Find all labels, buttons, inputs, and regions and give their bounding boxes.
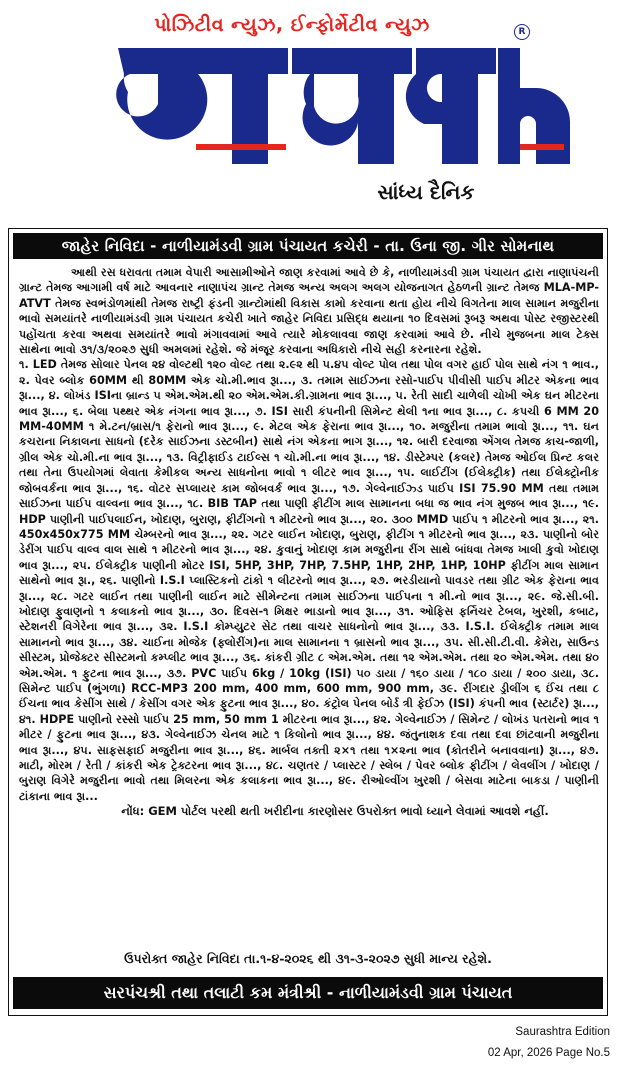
notice-validity: ઉપરોક્ત જાહેર નિવિદા તા.૧-૪-૨૦૨૬ થી ૩૧-૩-૨૦૨૭ સુધી માન્ય રહેશે. (124, 951, 492, 966)
edition-name: Saurashtra Edition (515, 1026, 610, 1038)
notice-title: જાહેર નિવિદા - નાળીયામંડવી ગ્રામ પંચાયત કચેરી - તા. ઉના જી. ગીર સોમનાથ (13, 233, 603, 259)
masthead (0, 0, 618, 225)
notice-items: ૧. LED તેમજ સોલાર પેનલ ૨૪ વોલ્ટથી ૧૨૦ વોલ્ટ તથા ૨.૯૨ થી ૫.૪૫ વોલ્ટ પોલ તથા પોલ વગર હાઈ પોલ સાથે નંગ ૧ ભાવ., ૨. પેવર બ્લોક 60MM થી 80MM એક ચો.મી.ભાવ રૂા..., ૩. તમામ સાઈઝના રસો-પાઈપ પીવીસી પાઈપ મીટર એકના ભાવ રૂા..., ૪. લોખંડ ISIના બ્રાન્ડ ૫ એમ.એમ.થી ૨૦ એમ.એમ.કી.ગ્રામના ભાવ રૂા..., ૫. રેતી સાદી ચાળેલી ચોખી એક ઘન મીટરના ભાવ રૂા..., ૬. બેલા પથ્થર એક નંગના ભાવ રૂા..., ૭. ISI સારી કંપનીની સિમેન્ટ થેલી ૧ના ભાવ રૂા..., ૮. કપચી 6 MM 20 MM-40MM ૧ મે.ટન/બ્રાસ/૧ ફેરાનો ભાવ રૂા..., ૯. મેટલ એક ફેરાના ભાવ રૂા..., ૧૦. મજુરીના તમામ ભાવો રૂા..., ૧૧. ઘન કચરાના નિકાલના સાધનો (દરેક સાઈઝના ડસ્ટબીન) સાથે નંગ એકના ભાગ રૂા..., ૧૨. બારી દરવાજા એંગલ તેમજ કાચ-જાળી, ગ્રીલ એક ચો.મી.ના ભાવ રૂા..., ૧૩. વિટ્રીફાઈડ ટાઈલ્સ ૧ ચો.મી.ના ભાવ રૂા..., ૧૪. ડીસ્ટેમ્પર (કલર) તેમજ ઓઈલ પ્રિન્ટ કલર તથા તેના ઉપયોગમાં લેવાતા કેમીકલ અન્ય સાધનોના ભાવો ૧ લીટર ભાવ રૂા..., ૧૫. લાઈટીંગ (ઈલેક્ટ્રીક) તથા ઈલેક્ટ્રોનીક જોબવર્કના ભાવ રૂા..., ૧૬. વોટર સપ્લાયર કામ જોબવર્ક ભાવ રૂા..., ૧૭. ગેલ્વેનાઈઝ્ડ પાઈપ ISI 75.90 MM તથા તમામ સાઈઝના પાઈપ વાલ્વના ભાવ રૂા..., ૧૮. BIB TAP તથા પાણી ફીટીંગ માલ સામાનના બધા જ ભાવ નંગ મુજબ ભાવ રૂા..., ૧૯. HDP પાણીની પાઈપલાઈન, ખોદાણ, બુરાણ, ફીટીંગનો ૧ મીટરનો ભાવ રૂા..., ૨૦. ૩૦૦ MMD પાઈપ ૧ મીટરનો ભાવ રૂા..., ૨૧. 450x450x775 MM ચેમ્બરનો ભાવ રૂા..., ૨૨. ગટર લાઈન ખોદાણ, બુરાણ, ફીટીંગ ૧ મીટરનો ભાવ રૂા..., ૨૩. પાણીનો બોર ડેરીંગ પાઈપ વાલ્વ વાલ સાથે ૧ મીટરનો ભાવ રૂા..., ૨૪. કુવાનું ખોદાણ કામ મજુરીના રીંગ સાથે બાંધવા તેમજ ખાલી કુવો ખોદાણ ભાવ રૂા..., ૨૫. ઈલેક્ટ્રીક પાણીની મોટર ISI, 5HP, 3HP, 7HP, 7.5HP, 1HP, 2HP, 1HP, 10HP ફીટીંગ માલ સામાન સાથેનો ભાવ રૂા., ૨૬. પાણીનો I.S.I પ્લાસ્ટિકનો ટાંકો ૧ લીટરનો ભાવ રૂા..., ૨૭. ભરડીયાનો પાવડર તથા ગ્રીટ એક ફેરાના ભાવ રૂા..., ૨૮. ગટર લાઈન તથા પાણીની લાઈન માટે સીમેન્ટના તમામ સાઈઝના પાઈપના ૧ મી.નો ભાવ રૂા..., ૨૯. જે.સી.બી. ખોદાણ ફુવાણનો ૧ કલાકનો ભાવ રૂા..., ૩૦. દિવસ-૧ મિક્ષર ભાડાનો ભાવ રૂા..., ૩૧. ઓફિસ ફર્નિચર ટેબલ, ખુરશી, કબાટ, સ્ટેશનરી વિગેરેના ભાવ રૂા..., ૩૨. I.S.I કોમ્પ્યુટર સેટ તથા વાચર સાધનોનો ભાવ રૂા..., ૩૩. I.S.I. ઈલેક્ટ્રીક તમામ માલ સામાનનો ભાવ રૂા..., ૩૪. ચાઈના મોજેક (ફ્લોરીંગ)ના માલ સામાનના ૧ બ્રાસનો ભાવ રૂા..., ૩૫. સી.સી.ટી.વી. કેમેરા, સાઉન્ડ સીસ્ટમ, પ્રોજેક્ટર સીસ્ટમનો કમ્પ્લીટ ભાવ રૂા..., ૩૬. કાંકરી ગ્રીટ ૮ એમ.એમ. તથા ૧૨ એમ.એમ. તથા ૨૦ એમ.એમ. તથા ૪૦ એમ.એમ. ૧ ફુટના ભાવ રૂા..., ૩૭. PVC પાઈપ 6kg / 10kg (ISI) ૫૦ ડાયા / ૧૬૦ ડાયા / ૧૮૦ ડાયા / ૨૦૦ ડાયા, ૩૮. સિમેન્ટ પાઈપ (ભુંગળા) RCC-MP3 200 mm, 400 mm, 600 mm, 900 mm, ૩૯. રીંગદાર ડ્રીલીંગ ૬ ઈંચ તથા ૮ ઈંચના ભાવ કેસીંગ સાથે / કેસીંગ વગર એક ફુટના ભાવ રૂા..., ૪૦. કંટ્રોલ પેનલ બોર્ડ ત્રી ફેઈઝ (ISI) કંપની ભાવ (સ્ટાર્ટર) રૂા..., ૪૧. HDPE પાણીનો રસ્સો પાઈપ 25 mm, 50 mm 1 મીટરના ભાવ રૂા..., ૪૨. ગેલ્વેનાઈઝ / સિમેન્ટ / લોખંડ પતરાનો ભાવ ૧ મીટર / ફુટના ભાવ રૂા..., ૪૩. ગેલ્વેનાઈઝ ચેનલ માટે ૧ કિલોનો ભાવ રૂા..., ૪૪. જંતુનાશક દવા તથા દવા છાંટવાની મજુરીના ભાવ રૂા..., ૪૫. સાફસફાઈ મજુરીના ભાવ રૂા..., ૪૬. માર્બલ તક્તી ૨×૧ તથા ૧×૨ના ભાવ (કોતરીને બનાવવાના) રૂા..., ૪૭. માટી, મોરમ / રેતી / કાંકરી એક ટ્રેક્ટરના ભાવ રૂા..., ૪૮. ચણતર / પ્લાસ્ટર / સ્લેબ / પેવર બ્લોક ફીટીંગ / લેવલીંગ / ખોદાણ / બુરાણ વિગેરે મજુરીના ભાવો તથા મિલરના એક કલાકના ભાવ રૂા..., ૪૯. રીઓલ્વીંગ ખુરશી / બેસવા માટેના બાકડા / પાણીની ટાંકાના ભાવ રૂા... (19, 358, 599, 803)
edition-date-page: 02 Apr, 2026 Page No.5 (487, 1047, 610, 1059)
tagline: પોઝિટીવ ન્યુઝ, ઈન્ફોર્મેટીવ ન્યુઝ (154, 14, 430, 36)
registered-trademark-icon: R (514, 24, 530, 40)
notice-intro: આથી રસ ધરાવતા તમામ વેપારી આસામીઓને જાણ કરવામાં આવે છે કે, નાળીયામંડવી ગ્રામ પંચાયત દ્વારા નાણાપંચની ગ્રાન્ટ તેમજ આગામી વર્ષ માટે આવનાર નાણાપંચ ગ્રાન્ટ તેમજ અન્ય અલગ અલગ યોજનાગત હેઠળની ગ્રાન્ટ તેમજ MLA-MP-ATVT તેમજ સ્વભંડોળમાંથી તેમજ રાષ્ટ્રી ફંડની ગ્રાન્ટોમાંથી વિકાસ કામો કરવાના થતા હોય નીચે વિગતેના માલ સામાન મજુરીના ભાવો સમયાંતરે નાળીયામંડવી ગ્રામ પંચાયત કચેરી ખાતે જાહેર નિવિદા પ્રસિદ્ધ થયાના ૧૦ દિવસમાં રૂબરૂ અથવા પોસ્ટ રજીસ્ટરથી પહોંચતા કરવા અથવા સમયાંતરે ભાવો મંગાવવામાં આવે ત્યારે મોકલાવવા જાણ કરવામાં આવે છે. નીચે મુજબના માલ ટેક્સ સાથેના ભાવો ૩૧/૩/૨૦૨૭ સુધી અમલમાં રહેશે. જે મંજૂર કરવાના અધિકારો નીચે સહી કરનારના રહેશે. (19, 266, 599, 357)
abtak-logo (0, 40, 618, 180)
notice-signature: સરપંચશ્રી તથા તલાટી કમ મંત્રીશ્રી - નાળીયામંડવી ગ્રામ પંચાયત (13, 977, 603, 1009)
notice-note: નોંધ: GEM પોર્ટલ પરથી થતી ખરીદીના કારણોસર ઉપરોક્ત ભાવો ધ્યાને લેવામાં આવશે નહીં. (121, 804, 549, 819)
public-notice (8, 228, 608, 1016)
edition-tagline: સાંધ્ય દૈનિક (377, 180, 475, 204)
edition-info (488, 1022, 610, 1064)
logo-letters (116, 48, 570, 164)
notice-body (19, 265, 599, 820)
